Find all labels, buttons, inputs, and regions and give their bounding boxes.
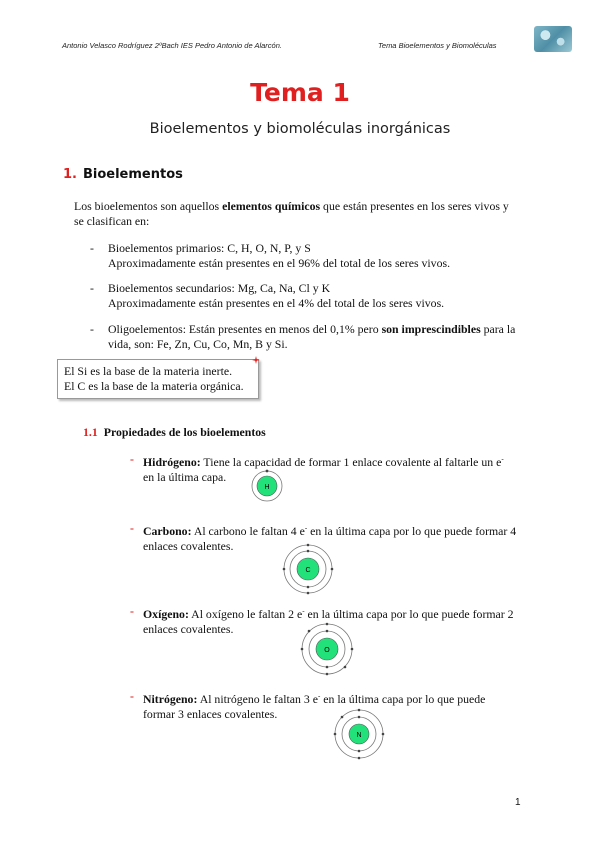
list-item-secundarios — [108, 281, 538, 311]
page-subtitle: Bioelementos y biomoléculas inorgánicas — [149, 121, 451, 137]
intro-line-2: se clasifican en: — [74, 214, 150, 228]
header-left: Antonio Velasco Rodríguez 2ºBach IES Pedro Antonio de Alarcón. — [62, 41, 282, 50]
bullet-dash: - — [130, 452, 134, 466]
prop-name: Carbono: — [143, 523, 192, 538]
note-box — [57, 359, 259, 399]
list-item-line1c: para la — [480, 322, 516, 336]
list-dash: - — [90, 281, 94, 295]
list-item-bold: son imprescindibles — [381, 322, 481, 336]
prop-text-2: enlaces covalentes. — [143, 621, 234, 636]
list-item-line1: Bioelementos secundarios: Mg, Ca, Na, Cl y K — [108, 281, 331, 295]
atom-diagram-n — [331, 706, 387, 762]
atom-symbol: C — [305, 567, 311, 574]
atom-symbol: N — [356, 732, 362, 739]
prop-text-b: en la última capa por lo que puede — [320, 691, 486, 706]
header-logo — [534, 26, 572, 52]
prop-text-2: enlaces covalentes. — [143, 538, 234, 553]
bullet-dash: - — [130, 521, 134, 535]
prop-sup: - — [302, 607, 305, 615]
prop-text-2: formar 3 enlaces covalentes. — [143, 706, 278, 721]
atom-diagram-h — [246, 467, 288, 505]
note-line-2: El C es la base de la materia orgánica. — [64, 379, 244, 393]
section-1-1-title: Propiedades de los bioelementos — [103, 425, 266, 439]
prop-sup: - — [304, 524, 308, 532]
prop-name: Oxígeno: — [143, 606, 189, 621]
prop-name: Hidrógeno: — [143, 454, 201, 469]
list-item-line2: Aproximadamente están presentes en el 96% del total de los seres vivos. — [108, 256, 451, 270]
list-item-line2: vida, son: Fe, Zn, Cu, Co, Mn, B y Si. — [108, 337, 288, 351]
intro-text-c: que están presentes en los seres vivos y — [320, 199, 509, 213]
prop-text: Al oxígeno le faltan 2 e — [188, 606, 303, 621]
prop-text-2: en la última capa. — [143, 469, 227, 484]
note-line-1: El Si es la base de la materia inerte. — [64, 364, 233, 378]
atom-symbol: O — [324, 647, 330, 654]
bullet-dash: - — [130, 604, 134, 618]
list-item-line2: Aproximadamente están presentes en el 4% del total de los seres vivos. — [108, 296, 445, 310]
section-1-1-number: 1.1 — [83, 425, 98, 439]
prop-text-b: en la última capa por lo que puede formar 2 — [304, 606, 514, 621]
prop-name: Nitrógeno: — [143, 691, 198, 706]
intro-paragraph — [74, 199, 534, 229]
section-1-title: Bioelementos — [82, 167, 183, 182]
list-dash: - — [90, 322, 94, 336]
header-right: Tema Bioelementos y Biomoléculas — [378, 41, 497, 50]
atom-symbol: H — [264, 484, 270, 491]
prop-sup: - — [501, 455, 504, 463]
list-item-line1a: Oligoelementos: Están presentes en menos del 0,1% pero — [108, 322, 382, 336]
page-title: Tema 1 — [250, 78, 350, 107]
prop-sup: - — [317, 692, 321, 700]
section-1-1-heading — [83, 425, 266, 440]
intro-text-a: Los bioelementos son aquellos — [74, 199, 223, 213]
list-item-line1: Bioelementos primarios: C, H, O, N, P, y S — [108, 241, 311, 255]
prop-hidrogeno — [143, 452, 528, 485]
page-number: 1 — [515, 797, 521, 808]
section-1-heading — [63, 167, 183, 182]
atom-diagram-c — [280, 541, 336, 597]
intro-bold: elementos químicos — [222, 199, 321, 213]
atom-diagram-o — [298, 620, 356, 678]
list-dash: - — [90, 241, 94, 255]
star-icon — [252, 356, 260, 364]
prop-text: Al carbono le faltan 4 e — [191, 523, 305, 538]
list-item-primarios — [108, 241, 538, 271]
prop-text-b: en la última capa por lo que puede formar 4 — [307, 523, 517, 538]
list-item-oligoelementos — [108, 322, 538, 352]
bullet-dash: - — [130, 689, 134, 703]
section-1-number: 1. — [63, 167, 77, 182]
prop-text: Al nitrógeno le faltan 3 e — [197, 691, 318, 706]
prop-text: Tiene la capacidad de formar 1 enlace covalente al faltarle un e — [200, 454, 502, 469]
